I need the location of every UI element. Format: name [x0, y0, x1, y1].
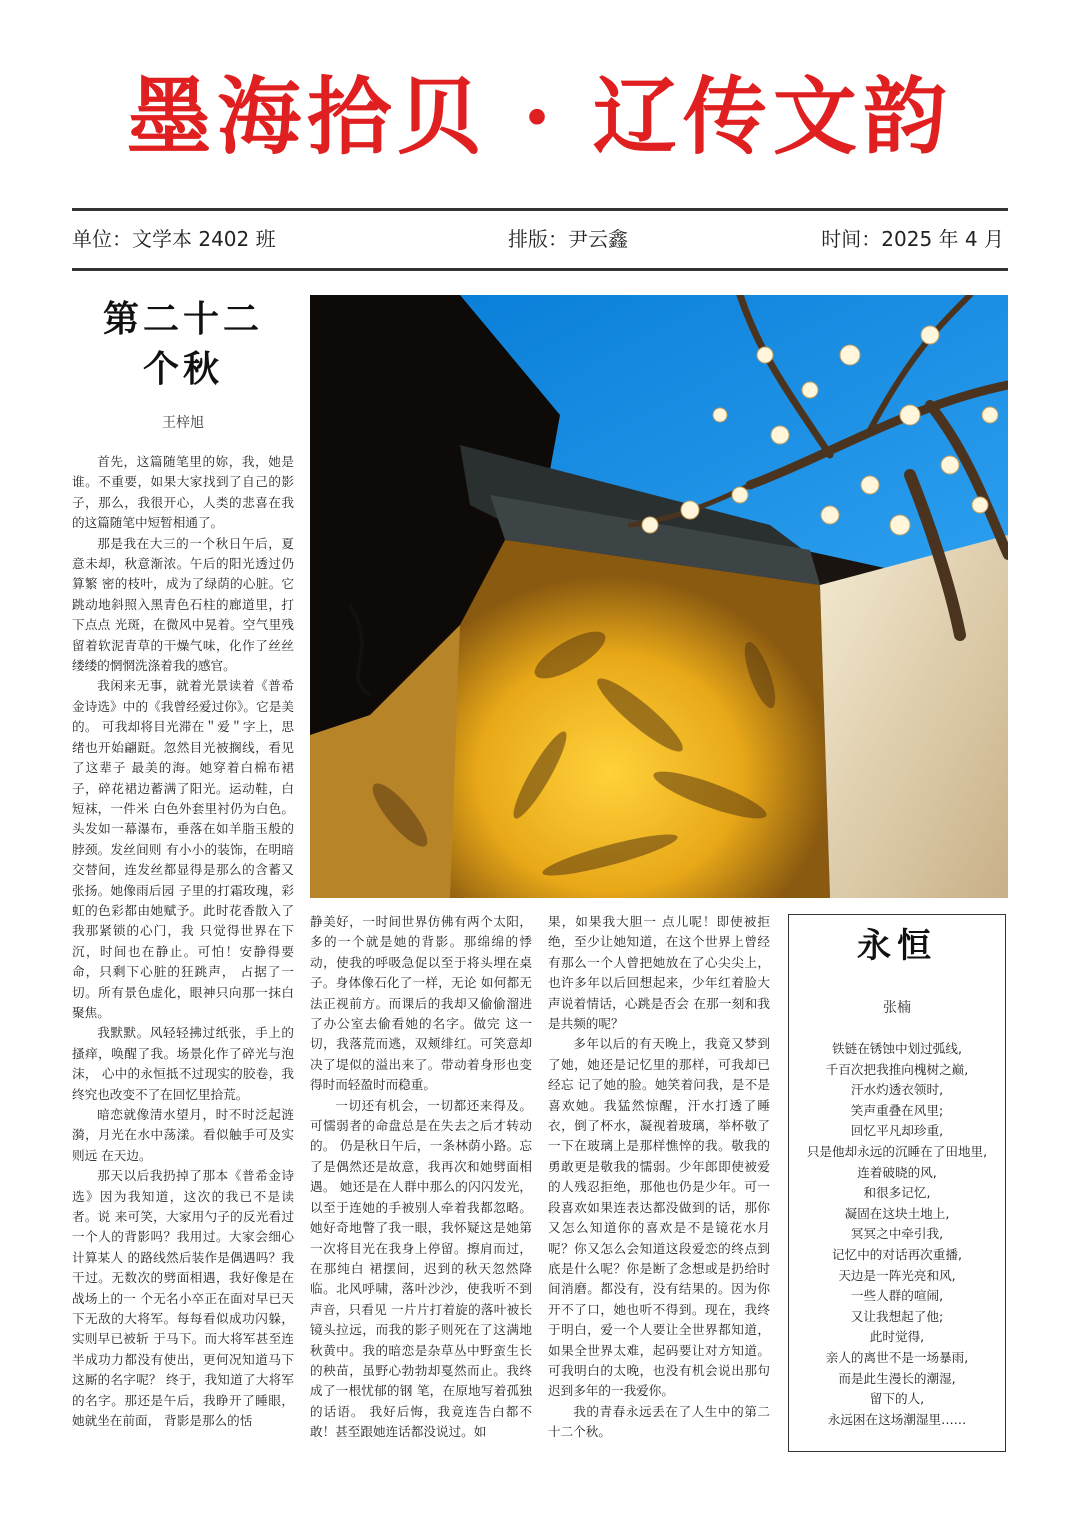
article-body-col1	[72, 452, 294, 1432]
poem-line: 冥冥之中牵引我,	[850, 1226, 944, 1242]
poem-lines	[789, 1039, 1005, 1430]
poem-line: 只是他却永远的沉睡在了田地里,	[806, 1143, 988, 1159]
article-author: 王梓旭	[162, 415, 204, 431]
poem-title: 永恒	[857, 926, 937, 966]
poem-line: 又让我想起了他;	[850, 1308, 944, 1324]
article-title-line-1: 第二十二	[102, 298, 263, 340]
paragraph: 我默默。风轻轻拂过纸张，手上的搔痒，唤醒了我。场景化作了碎光与泡沫， 心中的永恒抵不过现实的胶卷，我终究也改变不了在回忆里拾荒。	[72, 1025, 294, 1102]
article-title-line-2: 个秋	[142, 348, 223, 390]
info-time: 时间：2025 年 4 月	[821, 227, 1004, 251]
poem-line: 凝固在这块土地上,	[844, 1205, 950, 1221]
poem-line: 一些人群的喧闹,	[850, 1288, 944, 1304]
poem-line: 千百次把我推向槐树之巅,	[825, 1061, 969, 1077]
info-unit: 单位：文学本 2402 班	[72, 227, 276, 251]
paragraph: 多年以后的有天晚上，我竟又梦到了她，她还是记忆里的那样，可我却已经忘 记了她的脸。她笑着问我，是不是喜欢她。我猛然惊醒，汗水打透了睡衣，倒了杯水，凝视着玻璃，举杯敬了一下在玻璃上是那样憔悴的我。敬我的勇敢更是敬我的懦弱。少年郎即使被爱的人残忍拒绝，那他也仍是少年。可一段喜欢如果连表达都没做到的话，那你又怎么知道你的喜欢是不是镜花水月呢？你又怎么会知道这段爱恋的终点到底是什么呢？你是断了念想或是扔给时间消磨。都没有，没有结果的。因为你开不了口，她也听不得到。现在，我终于明白，爱一个人要让全世界都知道，如果全世界太难，起码要让对方知道。可我明白的太晚，也没有机会说出那句迟到多年的一我爱你。	[548, 1036, 770, 1399]
article-body-col3	[548, 912, 770, 1443]
poem-author: 张楠	[883, 1000, 911, 1016]
header-rule-bottom	[72, 268, 1008, 271]
paragraph: 暗恋就像清水望月，时不时泛起涟漪，月光在水中荡漾。看似触手可及实则远 在天边。	[72, 1107, 294, 1163]
poem-box	[788, 914, 1006, 1452]
poem-line: 亲人的离世不是一场暴雨,	[825, 1349, 969, 1365]
poem-line: 天边是一阵光亮和风,	[838, 1267, 956, 1283]
paragraph: 首先，这篇随笔里的妳，我，她是谁。不重要，如果大家找到了自己的影子，那么，我很开心，人类的悲喜在我的这篇随笔中短暂相通了。	[72, 454, 294, 531]
poem-line: 铁链在锈蚀中划过弧线,	[832, 1041, 962, 1056]
article-body-col2	[310, 912, 532, 1443]
paragraph: 果，如果我大胆一 点儿呢！即使被拒绝，至少让她知道，在这个世界上曾经有那么一个人曾把她放在了心尖尖上，也许多年以后回想起来，少年红着脸大声说着情话，心跳是否会 在那一刻和我是共频的呢？	[548, 914, 770, 1032]
poem-line: 笑声重叠在风里;	[850, 1102, 944, 1118]
poem-line: 记忆中的对话再次重播,	[832, 1246, 962, 1262]
paragraph: 我的青春永远丢在了人生中的第二十二个秋。	[548, 1403, 770, 1440]
masthead-title: 墨海拾贝 · 辽传文韵	[127, 67, 953, 166]
poem-line: 和很多记忆,	[863, 1185, 931, 1201]
paragraph: 一切还有机会，一切都还来得及。可懦弱者的命盘总是在失去之后才转动的。 仍是秋日午后，一条林荫小路。忘了是偶然还是故意，我再次和她劈面相遇。 她还是在人群中那么的闪闪发光，以至于连她的手被别人牵着我都忽略。她好奇地瞥了我一眼，我怀疑这是她第一次将目光在我身上停留。擦肩而过，在那纯白 裙摆间，迟到的秋天忽然降临。北风呼啸，落叶沙沙，使我听不到声音，只看见 一片片打着旋的落叶被长镜头拉远，而我的影子则死在了这满地秋黄中。我的暗恋是杂草丛中野蛮生长的秧苗，虽野心勃勃却戛然而止。我终成了一根忧郁的钢 笔，在原地写着孤独的话语。 我好后悔，我竟连告白都不敢！甚至跟她连话都没说过。如	[310, 1097, 532, 1440]
paragraph: 那天以后我扔掉了那本《普希金诗选》因为我知道，这次的我已不是读者。说 来可笑，大家用勺子的反光看过一个人的背影吗？我用过。大家会细心计算某人 的路线然后装作是偶遇吗？我干过。无数次的劈面相遇，我好像是在战场上的一 个无名小卒正在面对早已天下无敌的大将军。每每看似成功闪躲，实则早已被斩 于马下。而大将军甚至连半成功力都没有使出，更何况知道马下这厮的名字呢？ 终于，我知道了大将军的名字。那还是午后，我睁开了睡眼，她就坐在前面， 背影是那么的恬	[72, 1168, 294, 1429]
poem-line: 汗水灼透衣领时,	[850, 1082, 944, 1098]
info-bar	[72, 214, 1008, 264]
header-rule-top	[72, 208, 1008, 211]
photo-illustration-icon	[310, 295, 1008, 898]
paragraph: 静美好，一时间世界仿佛有两个太阳，多的一个就是她的背影。那绵绵的悸动，使我的呼吸急促以至于将头埋在桌子。身体像石化了一样，无论 如何都无法正视前方。而课后的我却又偷偷溜进了办公室去偷看她的名字。做完 这一切，我落荒而逃，双颊绯红。可笑意却决了堤似的溢出来了。带动着身形也变得时而轻盈时而稳重。	[310, 914, 532, 1093]
paragraph: 我闲来无事，就着光景读着《普希金诗选》中的《我曾经爱过你》。它是美的。 可我却将目光滞在＂爱＂字上，思绪也开始翩跹。忽然目光被搁线，看见了这辈子 最美的海。她穿着白棉布裙子，碎花裙边蓄满了阳光。运动鞋，白短袜，一件米 白色外套里衬仍为白色。头发如一幕瀑布，垂落在如羊脂玉般的脖颈。发丝间则 有小小的装饰，在明暗交替间，连发丝都显得是那么的含蓄又张扬。她像雨后园 子里的打霜玫瑰，彩虹的色彩都由她赋予。此时花香散入了我那紧锁的心门，我 只觉得世界在下沉，时间也在静止。可怕！安静得要命，只剩下心脏的狂跳声， 占据了一切。所有景色虚化，眼神只向那一抹白聚焦。	[72, 678, 294, 1020]
poem-line: 而是此生漫长的潮湿,	[838, 1370, 956, 1386]
info-layout: 排版：尹云鑫	[508, 227, 628, 251]
article-column-1	[72, 290, 294, 1432]
poem-line: 连着破晓的风,	[857, 1164, 937, 1180]
poem-line: 永远困在这场潮湿里……	[827, 1411, 967, 1427]
poem-line: 留下的人,	[869, 1391, 925, 1407]
poem-line: 回忆平凡却珍重,	[850, 1123, 944, 1139]
article-title	[72, 294, 294, 394]
paragraph: 那是我在大三的一个秋日午后，夏意未却，秋意渐浓。午后的阳光透过仍算繁 密的枝叶，成为了绿荫的心脏。它跳动地斜照入黑青色石柱的廊道里，打下点点 光斑，在微风中晃着。空气里残留着软泥青草的干燥气味，化作了丝丝缕缕的惘惘洗涤着我的感官。	[72, 535, 294, 674]
poem-line: 此时觉得,	[869, 1329, 925, 1345]
magnolia-courtyard-photo	[310, 295, 1008, 898]
